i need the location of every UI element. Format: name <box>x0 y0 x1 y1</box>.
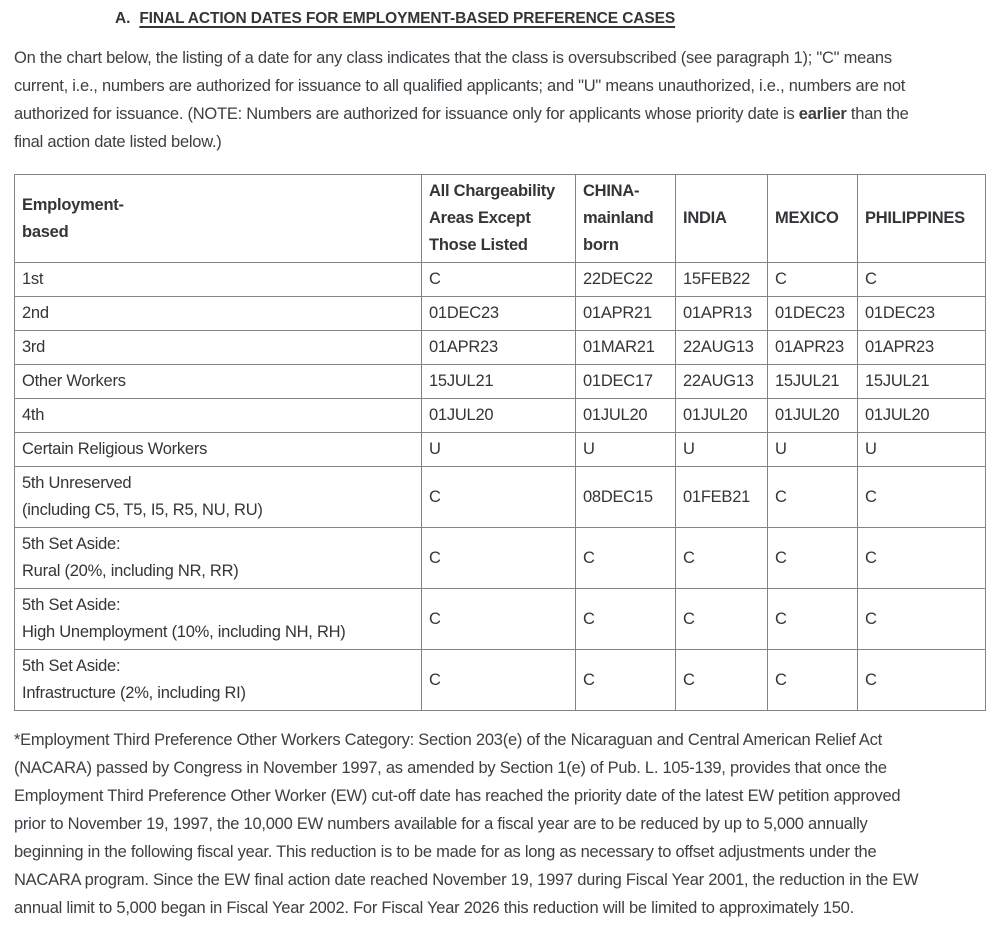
value-cell: 01APR23 <box>768 331 858 365</box>
value-cell: 01DEC17 <box>576 365 676 399</box>
table-row <box>15 263 986 297</box>
column-header-mexico <box>768 175 858 263</box>
text-segment: authorized for issuance. (NOTE: Numbers are authorized for issuance only for applicants whose priority date is <box>14 105 799 123</box>
row-label-line: 5th Unreserved <box>22 474 132 492</box>
value-cell: 01FEB21 <box>676 467 768 528</box>
text-line <box>14 782 973 810</box>
text-line <box>14 838 973 866</box>
footnote-paragraph <box>14 726 973 922</box>
row-label-cell <box>15 297 422 331</box>
value-cell: C <box>858 589 986 650</box>
header-line: Those Listed <box>429 236 528 254</box>
row-label-line: 5th Set Aside: <box>22 657 121 675</box>
text-line <box>14 894 973 922</box>
value-cell: 01JUL20 <box>422 399 576 433</box>
text-line <box>14 810 973 838</box>
section-title <box>115 8 973 30</box>
value-cell: 01JUL20 <box>768 399 858 433</box>
value-cell: 01APR13 <box>676 297 768 331</box>
value-cell: U <box>676 433 768 467</box>
value-cell: C <box>676 528 768 589</box>
value-cell: U <box>858 433 986 467</box>
value-cell: C <box>768 589 858 650</box>
value-cell: 15JUL21 <box>422 365 576 399</box>
row-label-line: 2nd <box>22 304 49 322</box>
text-segment: annual limit to 5,000 began in Fiscal Year 2002. For Fiscal Year 2026 this reduction will be limited to approximately 150. <box>14 899 854 917</box>
table-row <box>15 297 986 331</box>
value-cell: 01JUL20 <box>576 399 676 433</box>
value-cell: 01DEC23 <box>422 297 576 331</box>
header-line: based <box>22 222 69 241</box>
row-label-cell <box>15 399 422 433</box>
value-cell: C <box>858 467 986 528</box>
value-cell: 01APR23 <box>858 331 986 365</box>
text-line <box>14 100 973 128</box>
value-cell: 08DEC15 <box>576 467 676 528</box>
text-line <box>14 72 973 100</box>
value-cell: C <box>576 528 676 589</box>
text-line <box>14 726 973 754</box>
text-segment: current, i.e., numbers are authorized for issuance to all qualified applicants; and "U" means unauthorized, i.e., numbers are not <box>14 77 906 95</box>
header-line: INDIA <box>683 209 727 227</box>
row-label-cell <box>15 263 422 297</box>
value-cell: C <box>576 650 676 711</box>
value-cell: U <box>422 433 576 467</box>
text-segment: prior to November 19, 1997, the 10,000 EW numbers available for a fiscal year are to be reduced by up to 5,000 annually <box>14 815 868 833</box>
value-cell: C <box>676 650 768 711</box>
row-label-line: Certain Religious Workers <box>22 440 208 458</box>
row-label-line: 3rd <box>22 338 46 356</box>
value-cell: C <box>422 263 576 297</box>
column-header-china-mainland-born <box>576 175 676 263</box>
intro-paragraph <box>14 44 973 156</box>
value-cell: 01DEC23 <box>858 297 986 331</box>
table-row <box>15 433 986 467</box>
value-cell: 01JUL20 <box>676 399 768 433</box>
value-cell: C <box>422 589 576 650</box>
table-row <box>15 331 986 365</box>
table-row <box>15 399 986 433</box>
text-line <box>14 866 973 894</box>
row-label-line: 4th <box>22 406 45 424</box>
header-line: PHILIPPINES <box>865 209 965 227</box>
text-line <box>14 44 973 72</box>
value-cell: 01APR23 <box>422 331 576 365</box>
table-header-row <box>15 175 986 263</box>
text-line <box>14 754 973 782</box>
row-label-line: 5th Set Aside: <box>22 535 121 553</box>
text-segment: On the chart below, the listing of a date for any class indicates that the class is oversubscribed (see paragraph 1); "C" means <box>14 49 892 67</box>
row-label-cell <box>15 365 422 399</box>
value-cell: 01JUL20 <box>858 399 986 433</box>
text-segment: *Employment Third Preference Other Workers Category: Section 203(e) of the Nicaraguan and Central American Relief Act <box>14 731 882 749</box>
value-cell: C <box>858 650 986 711</box>
column-header-india <box>676 175 768 263</box>
text-segment: beginning in the following fiscal year. This reduction is to be made for as long as necessary to offset adjustments under the <box>14 843 877 861</box>
row-label-cell <box>15 467 422 528</box>
text-line <box>14 128 973 156</box>
row-label-cell <box>15 433 422 467</box>
value-cell: 01MAR21 <box>576 331 676 365</box>
value-cell: C <box>858 263 986 297</box>
row-label-line: Rural (20%, including NR, RR) <box>22 562 239 580</box>
text-segment: Employment Third Preference Other Worker (EW) cut-off date has reached the priority date of the latest EW petition approved <box>14 787 901 805</box>
value-cell: C <box>768 528 858 589</box>
column-header-all-chargeability <box>422 175 576 263</box>
section-title-text: FINAL ACTION DATES FOR EMPLOYMENT-BASED PREFERENCE CASES <box>139 10 676 27</box>
emphasized-text: earlier <box>798 105 847 123</box>
row-label-cell <box>15 650 422 711</box>
row-label-line: 1st <box>22 270 44 288</box>
header-line: CHINA- <box>583 182 640 200</box>
row-label-line: 5th Set Aside: <box>22 596 121 614</box>
value-cell: C <box>422 528 576 589</box>
text-segment: final action date listed below.) <box>14 133 222 151</box>
text-segment: (NACARA) passed by Congress in November 1997, as amended by Section 1(e) of Pub. L. 105-139, provides that once the <box>14 759 887 777</box>
table-row <box>15 365 986 399</box>
section-letter: A. <box>115 10 131 27</box>
row-label-line: Infrastructure (2%, including RI) <box>22 684 246 702</box>
table-row <box>15 528 986 589</box>
value-cell: C <box>576 589 676 650</box>
column-header-philippines <box>858 175 986 263</box>
header-line: born <box>583 236 619 254</box>
value-cell: 15FEB22 <box>676 263 768 297</box>
value-cell: C <box>422 650 576 711</box>
column-header-employment-based <box>15 175 422 263</box>
row-label-cell <box>15 331 422 365</box>
header-line: MEXICO <box>775 209 839 227</box>
value-cell: C <box>768 650 858 711</box>
table-row <box>15 589 986 650</box>
value-cell: 15JUL21 <box>858 365 986 399</box>
row-label-cell <box>15 528 422 589</box>
value-cell: C <box>676 589 768 650</box>
value-cell: C <box>768 467 858 528</box>
header-line: Employment- <box>22 195 124 214</box>
header-line: mainland <box>583 209 654 227</box>
value-cell: C <box>422 467 576 528</box>
row-label-line: High Unemployment (10%, including NH, RH) <box>22 623 346 641</box>
table-row <box>15 650 986 711</box>
text-segment: NACARA program. Since the EW final action date reached November 19, 1997 during Fiscal Year 2001, the reduction in the EW <box>14 871 919 889</box>
header-line: Areas Except <box>429 209 531 227</box>
value-cell: C <box>768 263 858 297</box>
value-cell: U <box>576 433 676 467</box>
value-cell: 15JUL21 <box>768 365 858 399</box>
value-cell: 22AUG13 <box>676 331 768 365</box>
value-cell: 22DEC22 <box>576 263 676 297</box>
header-line: All Chargeability <box>429 182 555 200</box>
table-row <box>15 467 986 528</box>
row-label-line: (including C5, T5, I5, R5, NU, RU) <box>22 501 263 519</box>
final-action-dates-table <box>14 174 986 711</box>
value-cell: 22AUG13 <box>676 365 768 399</box>
row-label-line: Other Workers <box>22 372 126 390</box>
value-cell: C <box>858 528 986 589</box>
text-segment: than the <box>846 105 909 123</box>
value-cell: 01DEC23 <box>768 297 858 331</box>
value-cell: 01APR21 <box>576 297 676 331</box>
row-label-cell <box>15 589 422 650</box>
value-cell: U <box>768 433 858 467</box>
